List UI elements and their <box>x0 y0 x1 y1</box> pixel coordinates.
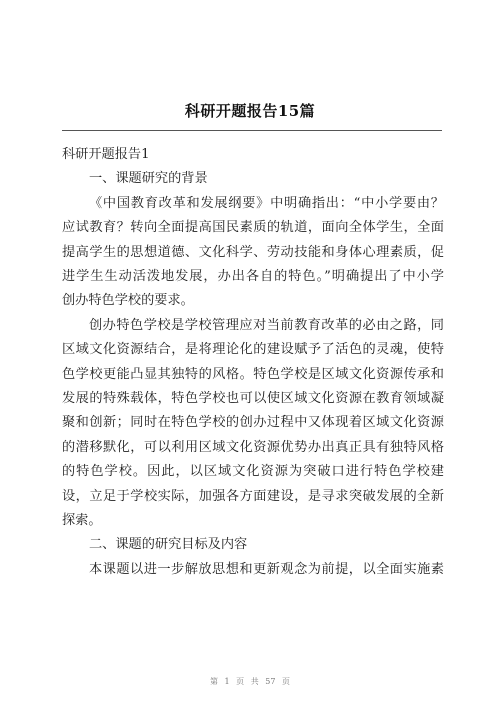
paragraph-line: 区域文化资源结合，是将理论化的建设赋予了活色的灵魂，使特 <box>62 342 444 358</box>
paragraph-line: 应试教育？转向全面提高国民素质的轨道，面向全体学生，全面 <box>62 220 444 236</box>
paragraph-line: 的特色学校。因此，以区域文化资源为突破口进行特色学校建 <box>62 464 444 480</box>
paragraph-line: 创办特色学校是学校管理应对当前教育改革的必由之路，同 <box>89 317 444 333</box>
document-title: 科研开题报告15篇 <box>184 102 316 120</box>
paragraph-line: 进学生生动活泼地发展，办出各自的特色。”明确提出了中小学 <box>62 268 444 284</box>
paragraph-line: 聚和创新；同时在特色学校的创办过程中又体现着区域文化资源 <box>62 415 444 431</box>
title-divider <box>62 130 442 131</box>
subsection-heading: 一、课题研究的背景 <box>89 171 208 187</box>
paragraph-line: 色学校更能凸显其独特的风格。特色学校是区域文化资源传承和 <box>62 366 444 382</box>
paragraph-line: 探索。 <box>62 512 102 528</box>
document-body <box>62 143 444 582</box>
paragraph-line: 设，立足于学校实际，加强各方面建设，是寻求突破发展的全新 <box>62 488 444 504</box>
paragraph-line: 《中国教育改革和发展纲要》中明确指出：“中小学要由？ <box>89 195 444 211</box>
paragraph-line: 发展的特殊载体，特色学校也可以使区域文化资源在教育领域凝 <box>62 390 444 406</box>
paragraph-line: 本课题以进一步解放思想和更新观念为前提，以全面实施素 <box>89 561 444 577</box>
section-heading: 科研开题报告1 <box>62 147 150 162</box>
page-footer: 第 1 页 共 57 页 <box>210 677 290 686</box>
paragraph-line: 提高学生的思想道德、文化科学、劳动技能和身体心理素质，促 <box>62 244 444 260</box>
paragraph-line: 创办特色学校的要求。 <box>62 293 194 309</box>
paragraph-line: 的潜移默化，可以利用区域文化资源优势办出真正具有独特风格 <box>62 439 444 455</box>
subsection-heading: 二、课题的研究目标及内容 <box>89 537 248 553</box>
